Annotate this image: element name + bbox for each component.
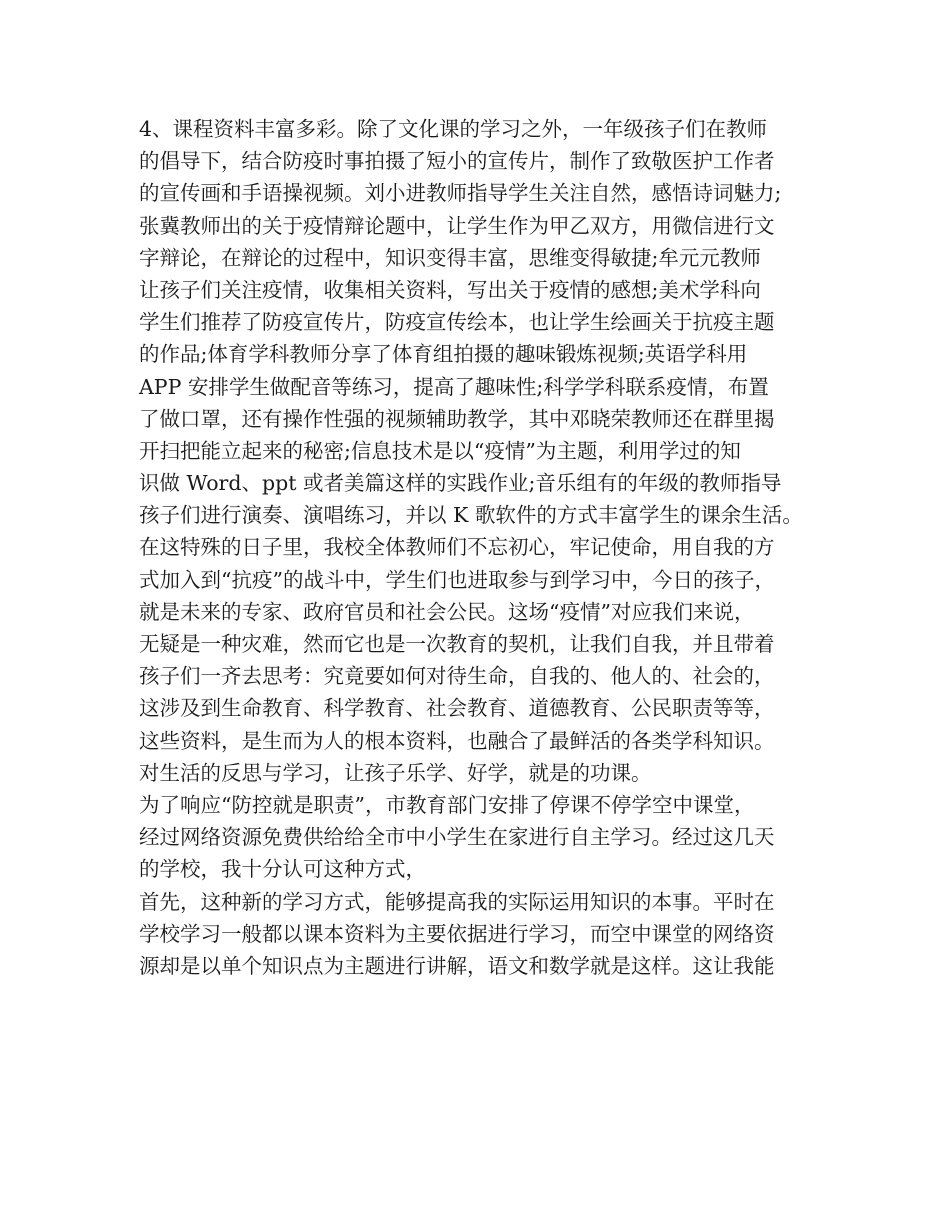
text-line: 的倡导下，结合防疫时事拍摄了短小的宣传片，制作了致敬医护工作者 [139,149,775,174]
text-line: 让孩子们关注疫情，收集相关资料，写出关于疫情的感想;美术学科向 [139,277,761,302]
text-line: 的宣传画和手语操视频。刘小进教师指导学生关注自然，感悟诗词魅力; [139,181,782,206]
text-line: 识做 Word、ppt 或者美篇这样的实践作业;音乐组有的年级的教师指导 [139,471,782,496]
text-line: 在这特殊的日子里，我校全体教师们不忘初心，牢记使命，用自我的方 [139,535,775,560]
document-body [139,113,829,982]
text-line: 就是未来的专家、政府官员和社会公民。这场“疫情”对应我们来说， [139,599,755,624]
text-line: 式加入到“抗疫”的战斗中，学生们也进取参与到学习中，今日的孩子， [139,567,775,592]
text-line: APP 安排学生做配音等练习，提高了趣味性;科学学科联系疫情，布置 [139,374,769,399]
text-line: 的学校，我十分认可这种方式， [139,857,426,882]
text-line: 无疑是一种灾难，然而它也是一次教育的契机，让我们自我，并且带着 [139,632,775,656]
text-line: 的作品;体育学科教师分享了体育组拍摄的趣味锻炼视频;英语学科用 [139,342,748,367]
text-line: 这涉及到生命教育、科学教育、社会教育、道德教育、公民职责等等， [139,696,775,721]
text-line: 了做口罩，还有操作性强的视频辅助教学，其中邓晓荣教师还在群里揭 [139,406,775,431]
text-line: 张冀教师出的关于疫情辩论题中，让学生作为甲乙双方，用微信进行文 [139,213,775,238]
text-line: 孩子们进行演奏、演唱练习，并以 K 歌软件的方式丰富学生的课余生活。 [139,503,803,528]
text-line: 首先，这种新的学习方式，能够提高我的实际运用知识的本事。平时在 [139,889,775,914]
text-line: 为了响应“防控就是职责”，市教育部门安排了停课不停学空中课堂， [139,792,755,817]
text-line: 开扫把能立起来的秘密;信息技术是以“疫情”为主题，利用学过的知 [139,438,741,463]
text-line: 孩子们一齐去思考：究竟要如何对待生命，自我的、他人的、社会的， [139,664,775,689]
text-line: 这些资料，是生而为人的根本资料，也融合了最鲜活的各类学科知识。 [139,728,775,753]
text-line: 对生活的反思与学习，让孩子乐学、好学，就是的功课。 [139,760,652,785]
text-line: 经过网络资源免费供给给全市中小学生在家进行自主学习。经过这几天 [139,825,775,850]
text-line: 学生们推荐了防疫宣传片，防疫宣传绘本，也让学生绘画关于抗疫主题 [139,310,775,335]
text-line: 字辩论，在辩论的过程中，知识变得丰富，思维变得敏捷;牟元元教师 [139,245,761,270]
text-line: 4、课程资料丰富多彩。除了文化课的学习之外，一年级孩子们在教师 [139,117,768,141]
text-line: 学校学习一般都以课本资料为主要依据进行学习，而空中课堂的网络资 [139,921,775,946]
text-line: 源却是以单个知识点为主题进行讲解，语文和数学就是这样。这让我能 [139,953,775,978]
